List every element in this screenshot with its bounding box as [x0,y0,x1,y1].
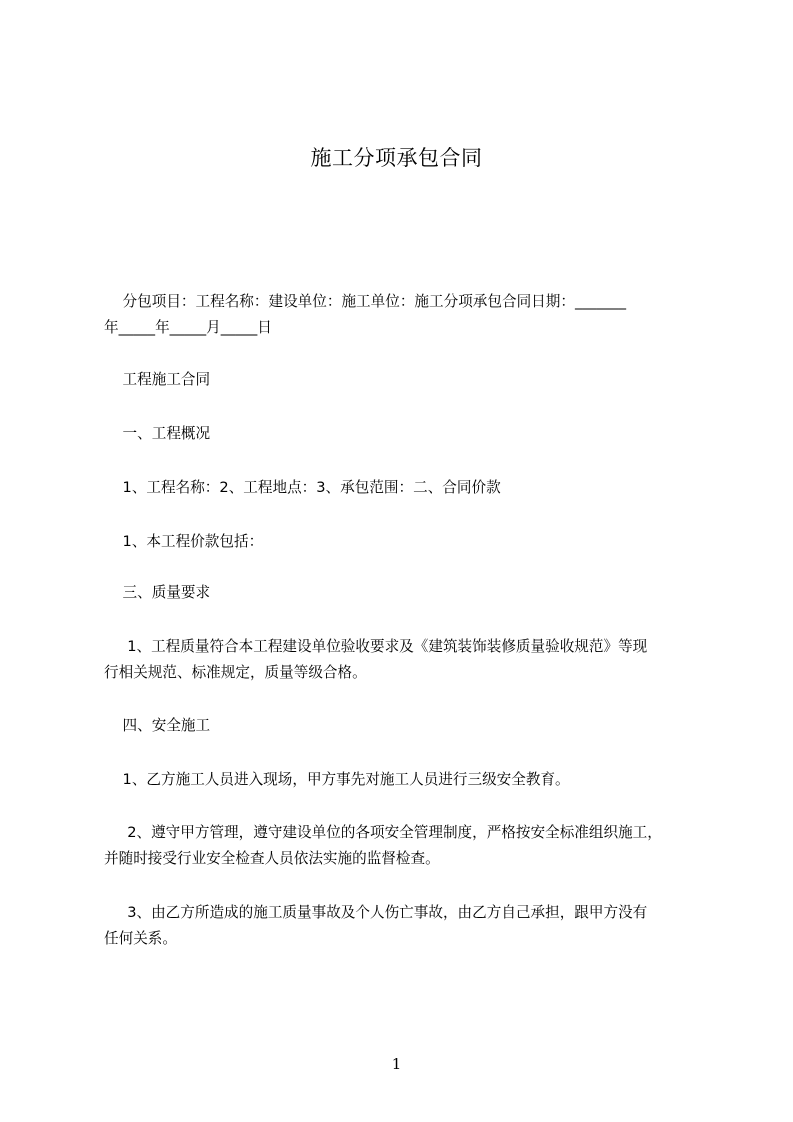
paragraph-line: 1、工程质量符合本工程建设单位验收要求及《建筑装饰装修质量验收规范》等现 [104,638,648,655]
section-heading-overview [104,421,704,447]
paragraph-accident-liability [104,900,704,952]
paragraph-line: 1、工程名称：2、工程地点：3、承包范围：二、合同价款 [104,479,501,496]
paragraph-safety-education [104,767,704,793]
paragraph-line: 2、遵守甲方管理，遵守建设单位的各项安全管理制度，严格按安全标准组织施工， [104,824,662,841]
page-number: 1 [391,1055,402,1073]
paragraph-line: 3、由乙方所造成的施工质量事故及个人伤亡事故，由乙方自己承担，跟甲方没有 [104,904,648,921]
paragraph-subcontract-info [104,289,704,341]
paragraph-line: 三、质量要求 [104,584,211,601]
paragraph-line: 1、乙方施工人员进入现场，甲方事先对施工人员进行三级安全教育。 [104,771,570,788]
paragraph-line: 1、本工程价款包括： [104,533,264,550]
document-title: 施工分项承包合同 [310,146,483,170]
paragraph-line: 分包项目：工程名称：建设单位：施工单位：施工分项承包合同日期：_______ [104,293,627,310]
paragraph-safety-management [104,820,704,872]
paragraph-line: 一、工程概况 [104,425,211,442]
paragraph-price-includes [104,529,704,555]
paragraph-line: 年_____年_____月_____日 [104,319,272,336]
section-heading-quality [104,580,704,606]
paragraph-quality-requirement [104,634,704,686]
paragraph-line: 四、安全施工 [104,717,211,734]
paragraph-line: 行相关规范、标准规定，质量等级合格。 [104,664,367,681]
paragraph-project-items [104,475,704,501]
paragraph-line: 任何关系。 [104,930,177,947]
section-heading-safety [104,713,704,739]
paragraph-line: 工程施工合同 [104,371,211,388]
paragraph-line: 并随时接受行业安全检查人员依法实施的监督检查。 [104,850,440,867]
paragraph-contract-heading [104,367,704,393]
